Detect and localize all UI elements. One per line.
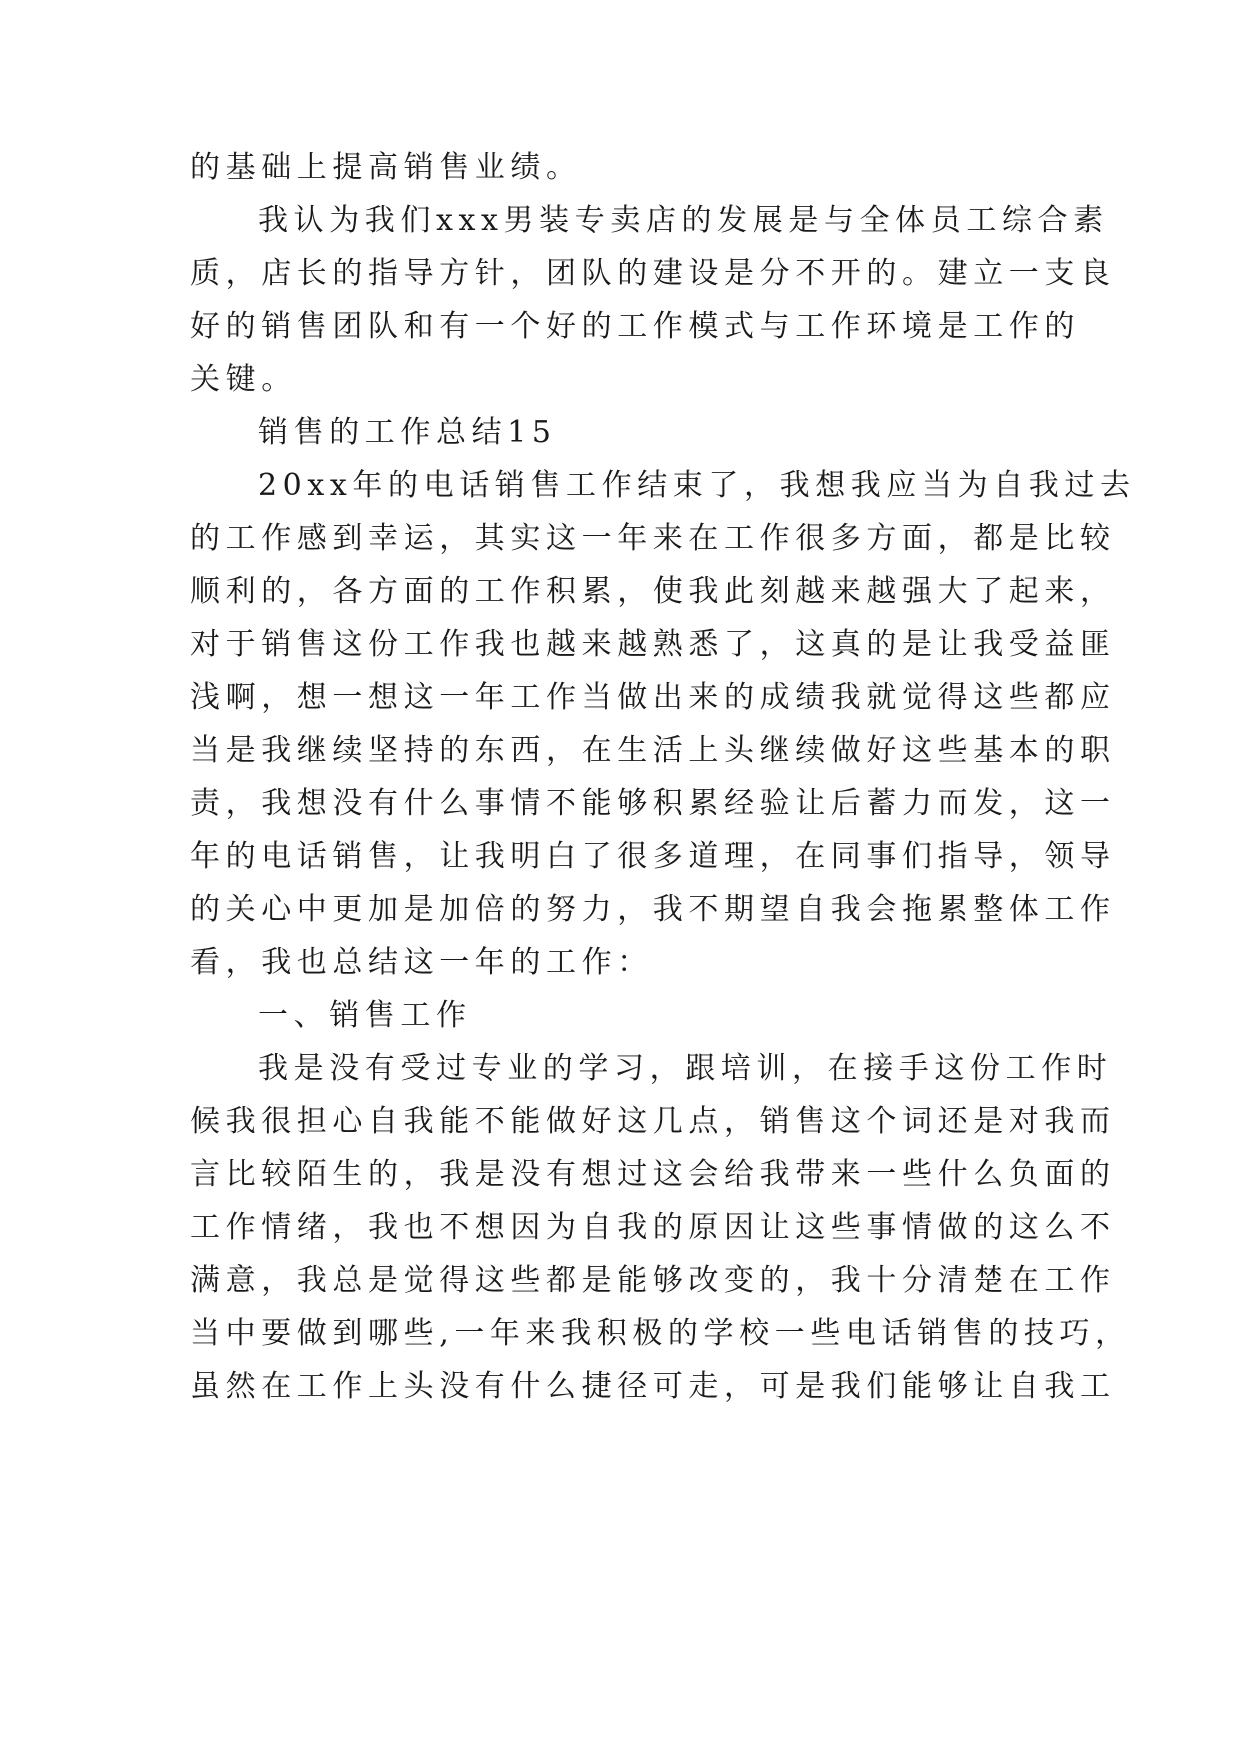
text-line: 看，我也总结这一年的工作： [190, 945, 653, 980]
section-heading: 一、销售工作 [258, 998, 472, 1033]
text-line: 好的销售团队和有一个好的工作模式与工作环境是工作的 [190, 309, 1080, 344]
text-line: 关键。 [190, 362, 297, 397]
text-line: 工作情绪，我也不想因为自我的原因让这些事情做的这么不 [190, 1210, 1116, 1245]
text-line: 对于销售这份工作我也越来越熟悉了，这真的是让我受益匪 [190, 627, 1116, 662]
text-line: 的基础上提高销售业绩。 [190, 150, 582, 185]
text-line: 候我很担心自我能不能做好这几点，销售这个词还是对我而 [190, 1104, 1116, 1139]
text-line: 当是我继续坚持的东西，在生活上头继续做好这些基本的职 [190, 733, 1116, 768]
text-line: 当中要做到哪些,一年来我积极的学校一些电话销售的技巧， [190, 1316, 1131, 1351]
text-line: 言比较陌生的，我是没有想过这会给我带来一些什么负面的 [190, 1157, 1116, 1192]
text-line: 满意，我总是觉得这些都是能够改变的，我十分清楚在工作 [190, 1263, 1116, 1298]
text-line: 虽然在工作上头没有什么捷径可走，可是我们能够让自我工 [190, 1369, 1116, 1404]
section-title: 销售的工作总结15 [258, 415, 557, 450]
text-line: 责，我想没有什么事情不能够积累经验让后蓄力而发，这一 [190, 786, 1116, 821]
text-line: 顺利的，各方面的工作积累，使我此刻越来越强大了起来， [190, 574, 1116, 609]
text-line: 年的电话销售，让我明白了很多道理，在同事们指导，领导 [190, 839, 1116, 874]
paragraph-start-line: 我是没有受过专业的学习，跟培训，在接手这份工作时 [258, 1051, 1113, 1086]
text-line: 的工作感到幸运，其实这一年来在工作很多方面，都是比较 [190, 521, 1116, 556]
paragraph-start-line: 我认为我们xxx男装专卖店的发展是与全体员工综合素 [258, 203, 1109, 238]
paragraph-start-line: 20xx年的电话销售工作结束了，我想我应当为自我过去 [258, 468, 1136, 503]
text-line: 的关心中更加是加倍的努力，我不期望自我会拖累整体工作 [190, 892, 1116, 927]
text-line: 质，店长的指导方针，团队的建设是分不开的。建立一支良 [190, 256, 1116, 291]
text-line: 浅啊，想一想这一年工作当做出来的成绩我就觉得这些都应 [190, 680, 1116, 715]
